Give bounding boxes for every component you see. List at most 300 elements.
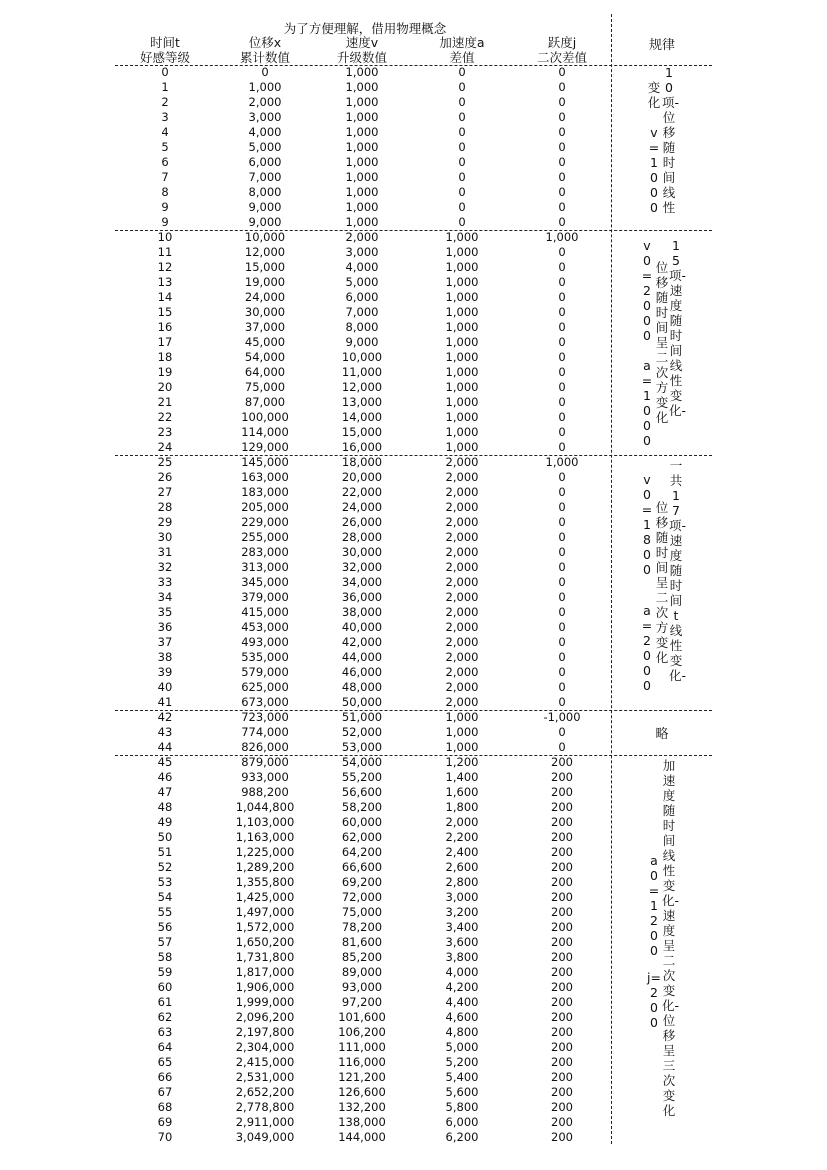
cell-jerk: 0	[558, 665, 566, 679]
cell-time: 15	[157, 305, 173, 319]
cell-velocity: 69,200	[341, 875, 383, 889]
cell-acceleration: 0	[458, 125, 466, 139]
cell-acceleration: 3,000	[445, 890, 479, 904]
cell-acceleration: 2,000	[445, 815, 479, 829]
cell-velocity: 56,600	[341, 785, 383, 799]
cell-displacement: 933,000	[241, 770, 289, 784]
cell-acceleration: 1,800	[445, 800, 479, 814]
table-row	[0, 440, 612, 455]
table-row	[0, 665, 612, 680]
cell-jerk: 200	[551, 800, 573, 814]
cell-time: 58	[157, 950, 173, 964]
cell-displacement: 1,163,000	[235, 830, 295, 844]
cell-acceleration: 5,200	[445, 1055, 479, 1069]
cell-velocity: 1,000	[345, 95, 379, 109]
table-row	[0, 815, 612, 830]
table-row	[0, 680, 612, 695]
cell-displacement: 6,000	[248, 155, 282, 169]
cell-displacement: 9,000	[248, 215, 282, 229]
cell-displacement: 774,000	[241, 725, 289, 739]
cell-acceleration: 6,200	[445, 1130, 479, 1144]
cell-acceleration: 0	[458, 65, 466, 79]
cell-jerk: 0	[558, 65, 566, 79]
cell-jerk: 0	[558, 560, 566, 574]
cell-acceleration: 2,000	[445, 590, 479, 604]
cell-velocity: 121,200	[338, 1070, 386, 1084]
header-velocity	[320, 35, 404, 65]
cell-jerk: 200	[551, 860, 573, 874]
cell-time: 4	[161, 125, 169, 139]
table-row	[0, 635, 612, 650]
table-row	[0, 425, 612, 440]
table-row	[0, 515, 612, 530]
cell-time: 14	[157, 290, 173, 304]
cell-time: 37	[157, 635, 173, 649]
cell-acceleration: 5,600	[445, 1085, 479, 1099]
table-row	[0, 455, 612, 470]
rule-s2-right: 15项-速度随时间线性变化-	[669, 238, 687, 418]
cell-jerk: 0	[558, 305, 566, 319]
table-row	[0, 1070, 612, 1085]
cell-jerk: 1,000	[545, 230, 579, 244]
cell-velocity: 14,000	[341, 410, 383, 424]
cell-jerk: 0	[558, 680, 566, 694]
cell-velocity: 106,200	[338, 1025, 386, 1039]
cell-velocity: 1,000	[345, 200, 379, 214]
rule-s5-left2: j=200	[647, 970, 661, 1030]
cell-time: 41	[157, 695, 173, 709]
cell-time: 67	[157, 1085, 173, 1099]
cell-velocity: 138,000	[338, 1115, 386, 1129]
cell-displacement: 2,778,800	[235, 1100, 295, 1114]
table-row	[0, 980, 612, 995]
cell-time: 33	[157, 575, 173, 589]
cell-velocity: 78,200	[341, 920, 383, 934]
cell-velocity: 2,000	[345, 230, 379, 244]
table-row	[0, 605, 612, 620]
cell-acceleration: 1,000	[445, 410, 479, 424]
cell-displacement: 114,000	[241, 425, 289, 439]
cell-displacement: 379,000	[241, 590, 289, 604]
cell-velocity: 15,000	[341, 425, 383, 439]
cell-displacement: 988,200	[241, 785, 289, 799]
table-row	[0, 1115, 612, 1130]
rule-s1-left: 变化	[647, 80, 661, 110]
divider-section-1	[115, 230, 712, 231]
cell-displacement: 1,650,200	[235, 935, 295, 949]
cell-displacement: 45,000	[244, 335, 286, 349]
table-row	[0, 410, 612, 425]
table-row	[0, 950, 612, 965]
cell-time: 46	[157, 770, 173, 784]
divider-header	[115, 65, 712, 66]
table-row	[0, 920, 612, 935]
cell-acceleration: 6,000	[445, 1115, 479, 1129]
cell-time: 26	[157, 470, 173, 484]
cell-jerk: 0	[558, 215, 566, 229]
cell-acceleration: 3,600	[445, 935, 479, 949]
cell-time: 68	[157, 1100, 173, 1114]
table-row	[0, 110, 612, 125]
cell-velocity: 62,000	[341, 830, 383, 844]
cell-velocity: 60,000	[341, 815, 383, 829]
header-velocity-label: 速度v	[345, 35, 379, 50]
cell-jerk: 200	[551, 980, 573, 994]
cell-velocity: 66,600	[341, 860, 383, 874]
cell-velocity: 11,000	[341, 365, 383, 379]
cell-jerk: 0	[558, 650, 566, 664]
cell-jerk: 200	[551, 845, 573, 859]
cell-velocity: 1,000	[345, 185, 379, 199]
cell-acceleration: 4,600	[445, 1010, 479, 1024]
table-row	[0, 695, 612, 710]
header-acceleration-sub: 差值	[449, 50, 475, 65]
cell-velocity: 81,600	[341, 935, 383, 949]
cell-time: 64	[157, 1040, 173, 1054]
cell-displacement: 673,000	[241, 695, 289, 709]
cell-jerk: 0	[558, 530, 566, 544]
cell-acceleration: 0	[458, 155, 466, 169]
table-row	[0, 770, 612, 785]
cell-acceleration: 2,000	[445, 545, 479, 559]
table-row	[0, 260, 612, 275]
cell-displacement: 1,572,000	[235, 920, 295, 934]
cell-velocity: 24,000	[341, 500, 383, 514]
cell-displacement: 129,000	[241, 440, 289, 454]
cell-time: 60	[157, 980, 173, 994]
cell-displacement: 2,531,000	[235, 1070, 295, 1084]
cell-displacement: 9,000	[248, 200, 282, 214]
cell-acceleration: 3,800	[445, 950, 479, 964]
divider-section-2	[115, 455, 712, 456]
cell-time: 36	[157, 620, 173, 634]
cell-time: 9	[161, 200, 169, 214]
cell-jerk: 200	[551, 890, 573, 904]
cell-time: 16	[157, 320, 173, 334]
table-row	[0, 740, 612, 755]
table-row	[0, 1025, 612, 1040]
cell-jerk: -1,000	[543, 710, 581, 724]
cell-time: 69	[157, 1115, 173, 1129]
cell-velocity: 1,000	[345, 155, 379, 169]
cell-jerk: 200	[551, 1130, 573, 1144]
cell-velocity: 1,000	[345, 140, 379, 154]
table-row	[0, 500, 612, 515]
cell-acceleration: 0	[458, 140, 466, 154]
table-row	[0, 1130, 612, 1145]
cell-displacement: 313,000	[241, 560, 289, 574]
cell-acceleration: 2,000	[445, 635, 479, 649]
cell-jerk: 200	[551, 920, 573, 934]
header-jerk	[520, 35, 604, 65]
cell-time: 5	[161, 140, 169, 154]
cell-acceleration: 4,000	[445, 965, 479, 979]
cell-acceleration: 2,000	[445, 560, 479, 574]
cell-displacement: 5,000	[248, 140, 282, 154]
table-row	[0, 650, 612, 665]
table-row	[0, 305, 612, 320]
cell-acceleration: 0	[458, 80, 466, 94]
cell-jerk: 0	[558, 380, 566, 394]
rule-s3-mid: 位移随时间呈二次方变化	[655, 500, 669, 665]
cell-displacement: 54,000	[244, 350, 286, 364]
cell-acceleration: 2,000	[445, 485, 479, 499]
table-row	[0, 140, 612, 155]
cell-displacement: 1,999,000	[235, 995, 295, 1009]
cell-displacement: 453,000	[241, 620, 289, 634]
table-row	[0, 755, 612, 770]
cell-time: 49	[157, 815, 173, 829]
cell-jerk: 0	[558, 155, 566, 169]
table-row	[0, 860, 612, 875]
divider-rule-column	[611, 14, 612, 1144]
cell-acceleration: 1,200	[445, 755, 479, 769]
header-time-label: 时间t	[150, 35, 180, 50]
table-row	[0, 125, 612, 140]
cell-velocity: 75,000	[341, 905, 383, 919]
cell-jerk: 0	[558, 140, 566, 154]
cell-jerk: 0	[558, 200, 566, 214]
cell-displacement: 625,000	[241, 680, 289, 694]
cell-jerk: 0	[558, 740, 566, 754]
cell-acceleration: 2,000	[445, 530, 479, 544]
cell-displacement: 75,000	[244, 380, 286, 394]
cell-jerk: 0	[558, 80, 566, 94]
cell-displacement: 8,000	[248, 185, 282, 199]
cell-jerk: 0	[558, 95, 566, 109]
cell-velocity: 46,000	[341, 665, 383, 679]
table-row	[0, 380, 612, 395]
header-displacement	[222, 35, 308, 65]
table-row	[0, 95, 612, 110]
table-row	[0, 485, 612, 500]
cell-acceleration: 4,800	[445, 1025, 479, 1039]
cell-displacement: 723,000	[241, 710, 289, 724]
cell-velocity: 36,000	[341, 590, 383, 604]
cell-jerk: 0	[558, 590, 566, 604]
cell-time: 35	[157, 605, 173, 619]
cell-jerk: 0	[558, 425, 566, 439]
cell-displacement: 283,000	[241, 545, 289, 559]
cell-time: 57	[157, 935, 173, 949]
table-row	[0, 620, 612, 635]
cell-acceleration: 1,000	[445, 305, 479, 319]
rule-s3-left: v0=1800	[641, 472, 653, 577]
header-rule: 规律	[648, 38, 675, 53]
cell-time: 63	[157, 1025, 173, 1039]
cell-time: 53	[157, 875, 173, 889]
cell-time: 31	[157, 545, 173, 559]
cell-acceleration: 0	[458, 170, 466, 184]
cell-time: 56	[157, 920, 173, 934]
cell-acceleration: 5,800	[445, 1100, 479, 1114]
cell-acceleration: 1,400	[445, 770, 479, 784]
cell-time: 23	[157, 425, 173, 439]
cell-time: 27	[157, 485, 173, 499]
cell-velocity: 44,000	[341, 650, 383, 664]
cell-velocity: 101,600	[338, 1010, 386, 1024]
cell-time: 62	[157, 1010, 173, 1024]
cell-time: 51	[157, 845, 173, 859]
cell-time: 70	[157, 1130, 173, 1144]
table-row	[0, 1040, 612, 1055]
cell-time: 55	[157, 905, 173, 919]
table-row	[0, 845, 612, 860]
cell-displacement: 3,000	[248, 110, 282, 124]
cell-jerk: 0	[558, 485, 566, 499]
cell-time: 3	[161, 110, 169, 124]
cell-acceleration: 2,000	[445, 605, 479, 619]
table-row	[0, 710, 612, 725]
cell-jerk: 0	[558, 275, 566, 289]
cell-acceleration: 1,000	[445, 395, 479, 409]
cell-jerk: 200	[551, 770, 573, 784]
cell-jerk: 0	[558, 110, 566, 124]
cell-jerk: 0	[558, 605, 566, 619]
cell-time: 9	[161, 215, 169, 229]
cell-velocity: 72,000	[341, 890, 383, 904]
cell-velocity: 89,000	[341, 965, 383, 979]
cell-jerk: 200	[551, 1010, 573, 1024]
cell-jerk: 0	[558, 170, 566, 184]
cell-jerk: 0	[558, 500, 566, 514]
cell-jerk: 0	[558, 545, 566, 559]
cell-jerk: 0	[558, 290, 566, 304]
cell-acceleration: 1,000	[445, 335, 479, 349]
cell-velocity: 9,000	[345, 335, 379, 349]
cell-displacement: 579,000	[241, 665, 289, 679]
cell-acceleration: 2,000	[445, 500, 479, 514]
cell-displacement: 1,355,800	[235, 875, 295, 889]
cell-displacement: 37,000	[244, 320, 286, 334]
cell-displacement: 1,225,000	[235, 845, 295, 859]
cell-displacement: 64,000	[244, 365, 286, 379]
cell-displacement: 415,000	[241, 605, 289, 619]
cell-time: 1	[161, 80, 169, 94]
cell-time: 20	[157, 380, 173, 394]
cell-jerk: 0	[558, 350, 566, 364]
cell-acceleration: 0	[458, 95, 466, 109]
table-row	[0, 200, 612, 215]
cell-displacement: 19,000	[244, 275, 286, 289]
table-row	[0, 350, 612, 365]
cell-jerk: 200	[551, 935, 573, 949]
cell-acceleration: 1,000	[445, 230, 479, 244]
cell-velocity: 8,000	[345, 320, 379, 334]
cell-velocity: 1,000	[345, 125, 379, 139]
cell-jerk: 0	[558, 470, 566, 484]
cell-time: 13	[157, 275, 173, 289]
cell-time: 25	[157, 455, 173, 469]
divider-section-4	[115, 755, 712, 756]
cell-displacement: 2,911,000	[235, 1115, 295, 1129]
cell-jerk: 0	[558, 365, 566, 379]
cell-displacement: 3,049,000	[235, 1130, 295, 1144]
cell-time: 38	[157, 650, 173, 664]
cell-jerk: 0	[558, 575, 566, 589]
cell-acceleration: 1,000	[445, 710, 479, 724]
cell-acceleration: 1,000	[445, 725, 479, 739]
table-row	[0, 80, 612, 95]
table-row	[0, 395, 612, 410]
cell-velocity: 64,200	[341, 845, 383, 859]
table-row	[0, 230, 612, 245]
cell-acceleration: 1,000	[445, 245, 479, 259]
cell-time: 8	[161, 185, 169, 199]
cell-displacement: 535,000	[241, 650, 289, 664]
cell-acceleration: 1,000	[445, 425, 479, 439]
cell-acceleration: 1,000	[445, 290, 479, 304]
cell-acceleration: 3,400	[445, 920, 479, 934]
cell-jerk: 0	[558, 635, 566, 649]
cell-jerk: 200	[551, 875, 573, 889]
cell-jerk: 200	[551, 1115, 573, 1129]
cell-velocity: 4,000	[345, 260, 379, 274]
cell-velocity: 1,000	[345, 170, 379, 184]
cell-velocity: 58,200	[341, 800, 383, 814]
cell-time: 34	[157, 590, 173, 604]
cell-acceleration: 2,000	[445, 575, 479, 589]
cell-jerk: 200	[551, 995, 573, 1009]
cell-acceleration: 2,000	[445, 650, 479, 664]
cell-displacement: 205,000	[241, 500, 289, 514]
table-row	[0, 170, 612, 185]
cell-displacement: 1,044,800	[235, 800, 295, 814]
table-row	[0, 725, 612, 740]
cell-time: 47	[157, 785, 173, 799]
cell-velocity: 132,200	[338, 1100, 386, 1114]
table-row	[0, 800, 612, 815]
cell-velocity: 1,000	[345, 80, 379, 94]
cell-velocity: 13,000	[341, 395, 383, 409]
cell-acceleration: 2,400	[445, 845, 479, 859]
cell-jerk: 200	[551, 1055, 573, 1069]
header-jerk-sub: 二次差值	[536, 50, 587, 65]
cell-jerk: 200	[551, 755, 573, 769]
cell-velocity: 116,000	[338, 1055, 386, 1069]
cell-acceleration: 2,000	[445, 470, 479, 484]
cell-time: 48	[157, 800, 173, 814]
cell-jerk: 200	[551, 815, 573, 829]
cell-acceleration: 1,000	[445, 440, 479, 454]
cell-displacement: 1,103,000	[235, 815, 295, 829]
cell-displacement: 2,304,000	[235, 1040, 295, 1054]
cell-displacement: 1,731,800	[235, 950, 295, 964]
cell-velocity: 28,000	[341, 530, 383, 544]
cell-displacement: 1,425,000	[235, 890, 295, 904]
cell-jerk: 200	[551, 905, 573, 919]
header-jerk-label: 跃度j	[547, 35, 577, 50]
cell-jerk: 0	[558, 410, 566, 424]
table-row	[0, 965, 612, 980]
cell-displacement: 1,289,200	[235, 860, 295, 874]
cell-jerk: 1,000	[545, 455, 579, 469]
header-time	[135, 35, 195, 65]
cell-time: 45	[157, 755, 173, 769]
cell-jerk: 0	[558, 395, 566, 409]
cell-velocity: 50,000	[341, 695, 383, 709]
cell-time: 29	[157, 515, 173, 529]
cell-jerk: 200	[551, 950, 573, 964]
cell-acceleration: 4,400	[445, 995, 479, 1009]
table-row	[0, 1085, 612, 1100]
cell-acceleration: 0	[458, 200, 466, 214]
cell-displacement: 163,000	[241, 470, 289, 484]
table-row	[0, 575, 612, 590]
cell-velocity: 16,000	[341, 440, 383, 454]
cell-acceleration: 0	[458, 110, 466, 124]
rule-s1-left2: v=1000	[648, 125, 660, 215]
